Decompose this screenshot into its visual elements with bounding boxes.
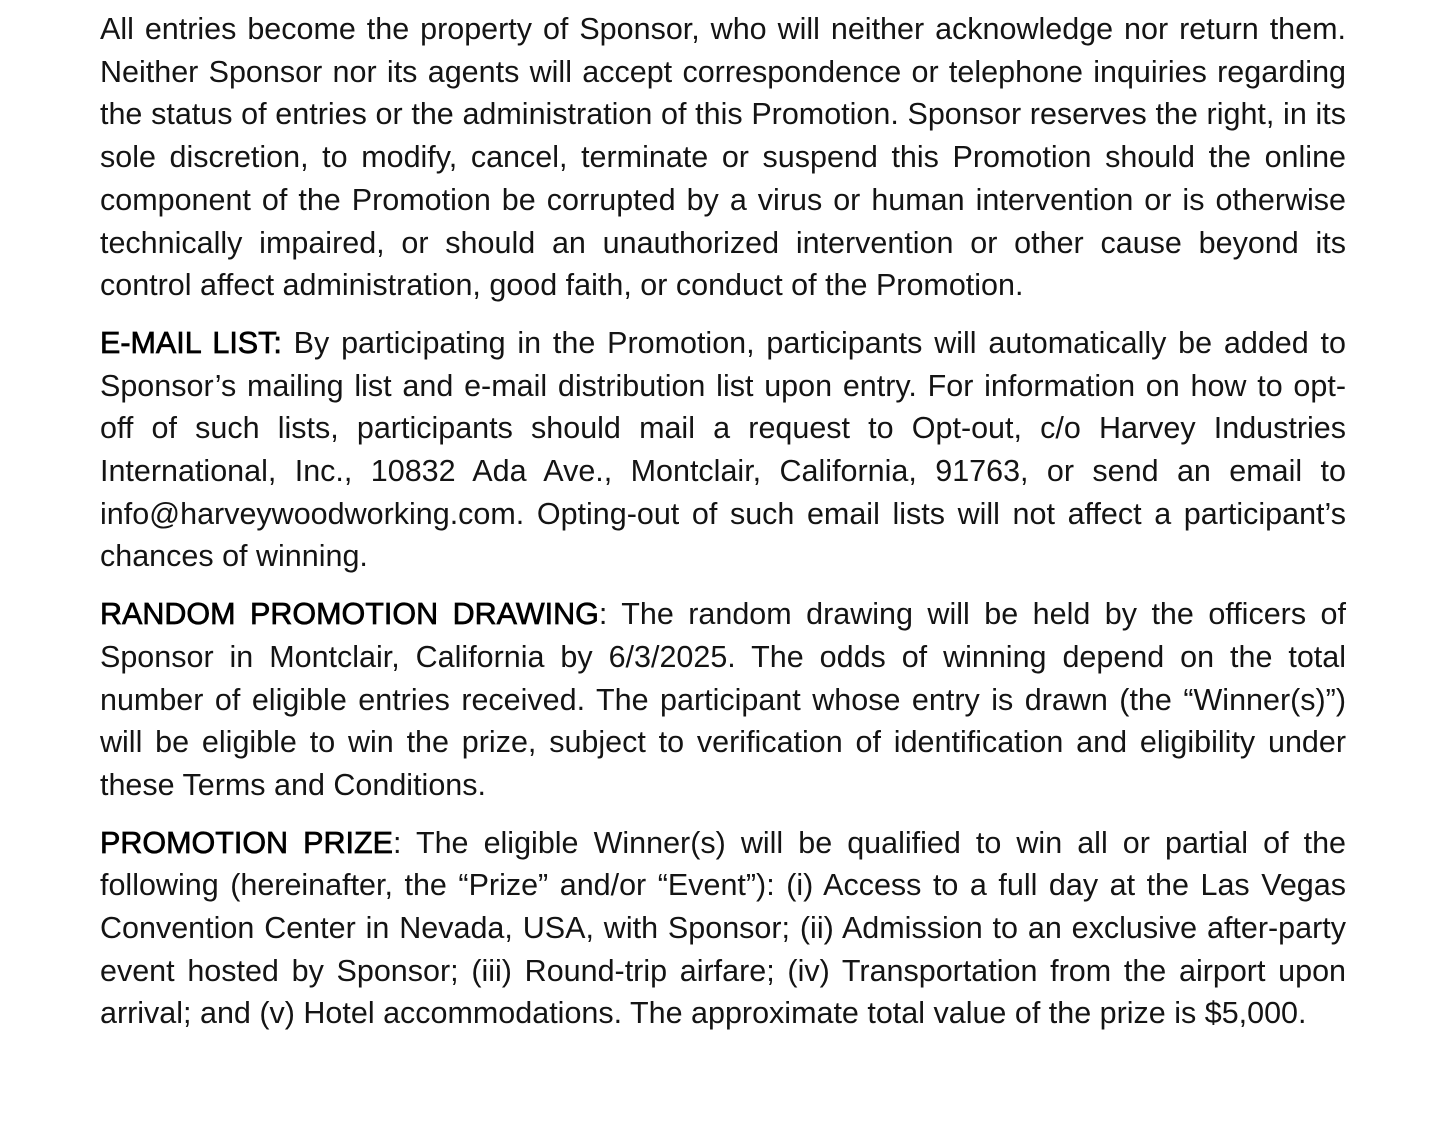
section-heading-promotion-prize: PROMOTION PRIZE bbox=[100, 825, 393, 860]
paragraph-promotion-prize bbox=[100, 822, 1346, 1036]
paragraph-body: All entries become the property of Sponsor, who will neither acknowledge nor return them. Neither Sponsor nor its agents will accept correspondence or telephone inquiries regarding the status of entries or the administration of this Promotion. Sponsor reserves the right, in its sole discretion, to modify, cancel, terminate or suspend this Promotion should the online component of the Promotion be corrupted by a virus or human intervention or is otherwise technically impaired, or should an unauthorized intervention or other cause beyond its control affect administration, good faith, or conduct of the Promotion. bbox=[100, 12, 1346, 303]
paragraph-body: By participating in the Promotion, participants will automatically be added to Sponsor’s mailing list and e-mail distribution list upon entry. For information on how to opt-off of such lists, participants should mail a request to Opt-out, c/o Harvey Industries International, Inc., 10832 Ada Ave., Montclair, California, 91763, or send an email to info@harveywoodworking.com. Opting-out of such email lists will not affect a participant’s chances of winning. bbox=[100, 325, 1346, 574]
section-heading-random-drawing: RANDOM PROMOTION DRAWING bbox=[100, 597, 599, 632]
paragraph-body: : The random drawing will be held by the officers of Sponsor in Montclair, California by 6/3/2025. The odds of winning depend on the total number of eligible entries received. The participant whose entry is drawn (the “Winner(s)”) will be eligible to win the prize, subject to verification of identification and eligibility under these Terms and Conditions. bbox=[100, 597, 1346, 802]
paragraph-body: : The eligible Winner(s) will be qualified to win all or partial of the following (hereinafter, the “Prize” and/or “Event”): (i) Access to a full day at the Las Vegas Convention Center in Nevada, USA, with Sponsor; (ii) Admission to an exclusive after-party event hosted by Sponsor; (iii) Round-trip airfare; (iv) Transportation from the airport upon arrival; and (v) Hotel accommodations. The approximate total value of the prize is $5,000. bbox=[100, 825, 1347, 1031]
terms-document bbox=[100, 8, 1346, 1035]
paragraph-entries-property bbox=[100, 8, 1346, 307]
section-heading-email-list: E-MAIL LIST: bbox=[100, 325, 282, 360]
paragraph-random-drawing bbox=[100, 593, 1346, 807]
paragraph-email-list bbox=[100, 322, 1346, 578]
